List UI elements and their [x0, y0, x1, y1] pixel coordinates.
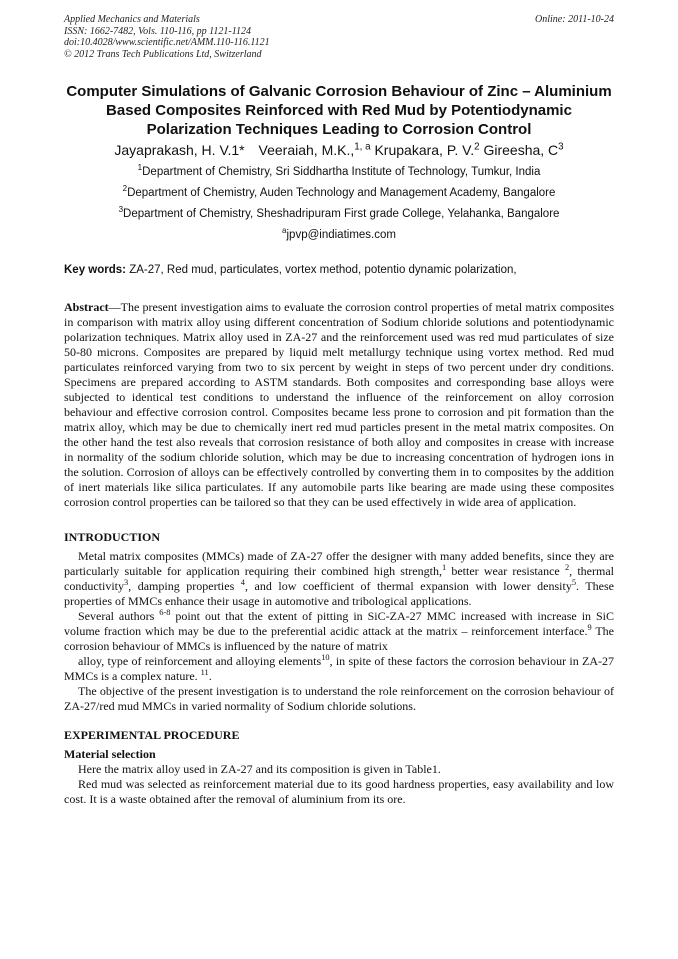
- experimental-paragraph-1: Here the matrix alloy used in ZA-27 and its composition is given in Table1.: [78, 762, 441, 776]
- affiliation-2-text: Department of Chemistry, Auden Technology and Management Academy, Bangalore: [127, 187, 556, 199]
- online-date: Online: 2011-10-24: [535, 14, 614, 25]
- keywords-text: ZA-27, Red mud, particulates, vortex method, potentio dynamic polarization,: [129, 264, 517, 276]
- author-4-sup: 3: [558, 141, 564, 153]
- abstract-text: —The present investigation aims to evaluate the corrosion control properties of metal matrix composites in comparison with matrix alloy using different concentration of Sodium chloride solutions and potentiodynamic polarization techniques. Matrix alloy used in ZA-27 and the reinforcement used was red mud particulates of size 50-80 microns. Composites are prepared by liquid melt metallurgy technique using vortex method. Red mud particulates reinforced varying from two to six percent by weight in steps of two percent under dry conditions. Specimens are prepared according to ASTM standards. Both composites and corresponding base alloys were subjected to identical test conditions to understand the influence of the reinforcement on alloy corrosion behaviour and effective corrosion control. Composites became less prone to corrosion and pit formation than the matrix alloy, which may be due to chemically inert red mud particles present in the metal matrix composites. On the other hand the test also reveals that corrosion resistance of both alloy and composites in crease with increase in normality of the sodium chloride solution, which may be due to increasing concentration of hydrogen ions in the solution. Corrosion of alloys can be effectively controlled by converting them in to composites by the addition of inert materials like silica particulates. If any automobile parts like bearing are made using these composites corrosion control properties can be tailored so that they can be used effectively in wide area of application.: [64, 300, 614, 509]
- affiliation-1-sup: 1: [137, 163, 143, 173]
- introduction-heading: INTRODUCTION: [64, 530, 161, 544]
- experimental-paragraph-2: Red mud was selected as reinforcement material due to its good hardness properties, easy availability and low cost. It is a waste obtained after the removal of aluminium from its ore.: [64, 777, 614, 806]
- affiliation-3-text: Department of Chemistry, Sheshadripuram First grade College, Yelahanka, Bangalore: [123, 208, 560, 220]
- author-2-sup: 1, a: [354, 141, 371, 153]
- author-2: Veeraiah, M.K.,: [258, 142, 355, 158]
- paper-title: Computer Simulations of Galvanic Corrosion Behaviour of Zinc – Aluminium Based Composites Reinforced with Red Mud by Potentiodynamic Polarization Techniques Leading to Corrosion Control: [66, 83, 612, 138]
- copyright-line: © 2012 Trans Tech Publications Ltd, Switzerland: [64, 48, 262, 60]
- author-1: Jayaprakash, H. V.1*: [114, 142, 245, 158]
- abstract-label: Abstract: [64, 300, 109, 314]
- affiliation-3-sup: 3: [118, 205, 124, 215]
- journal-header: [64, 14, 614, 60]
- journal-name: Applied Mechanics and Materials: [64, 14, 200, 25]
- author-3-sup: 2: [474, 141, 480, 153]
- doi-line: doi:10.4028/www.scientific.net/AMM.110-116.1121: [64, 37, 270, 48]
- experimental-heading: EXPERIMENTAL PROCEDURE: [64, 728, 240, 742]
- affiliation-1: [64, 165, 614, 180]
- abstract: [64, 300, 614, 510]
- intro-paragraph-3: alloy, type of reinforcement and alloying elements$^{10}$, in spite of these factors the corrosion behaviour in ZA-27 MMCs is a complex nature. $^{11}$.: [64, 653, 614, 683]
- material-selection-heading: Material selection: [64, 747, 156, 761]
- affiliation-3: [64, 207, 614, 222]
- email-sup: a: [282, 226, 287, 236]
- intro-paragraph-2: Several authors $^{6-8}$ point out that the extent of pitting in SiC-ZA-27 MMC increased with increase in SiC volume fraction which may be due to the preferential acidic attack at the matrix – reinforcement interface.$^9$ The corrosion behaviour of MMCs is influenced by the nature of matrix: [64, 608, 614, 653]
- keywords: [64, 263, 614, 278]
- author-email: [64, 228, 614, 243]
- affiliation-2: [64, 186, 614, 201]
- intro-paragraph-4: The objective of the present investigation is to understand the role reinforcement on the corrosion behaviour of ZA-27/red mud MMCs in varied normality of Sodium chloride solutions.: [64, 684, 614, 713]
- issn-line: ISSN: 1662-7482, Vols. 110-116, pp 1121-1124: [64, 25, 252, 37]
- author-4: Gireesha, C: [483, 142, 559, 158]
- email-text: jpvp@indiatimes.com: [286, 229, 396, 241]
- affiliation-2-sup: 2: [122, 184, 128, 194]
- author-3: Krupakara, P. V.: [374, 142, 475, 158]
- keywords-label: Key words:: [64, 264, 126, 276]
- intro-paragraph-1: Metal matrix composites (MMCs) made of ZA-27 offer the designer with many added benefits, since they are particularly suitable for application requiring their combined high strength,$^1$ better wear resistance $^2$, thermal conductivity$^3$, damping properties $^4$, and low coefficient of thermal expansion with lower density$^5$. These properties of MMCs enhance their usage in automotive and tribological applications.: [64, 549, 615, 608]
- affiliation-1-text: Department of Chemistry, Sri Siddhartha Institute of Technology, Tumkur, India: [142, 166, 541, 178]
- author-line: [64, 141, 614, 159]
